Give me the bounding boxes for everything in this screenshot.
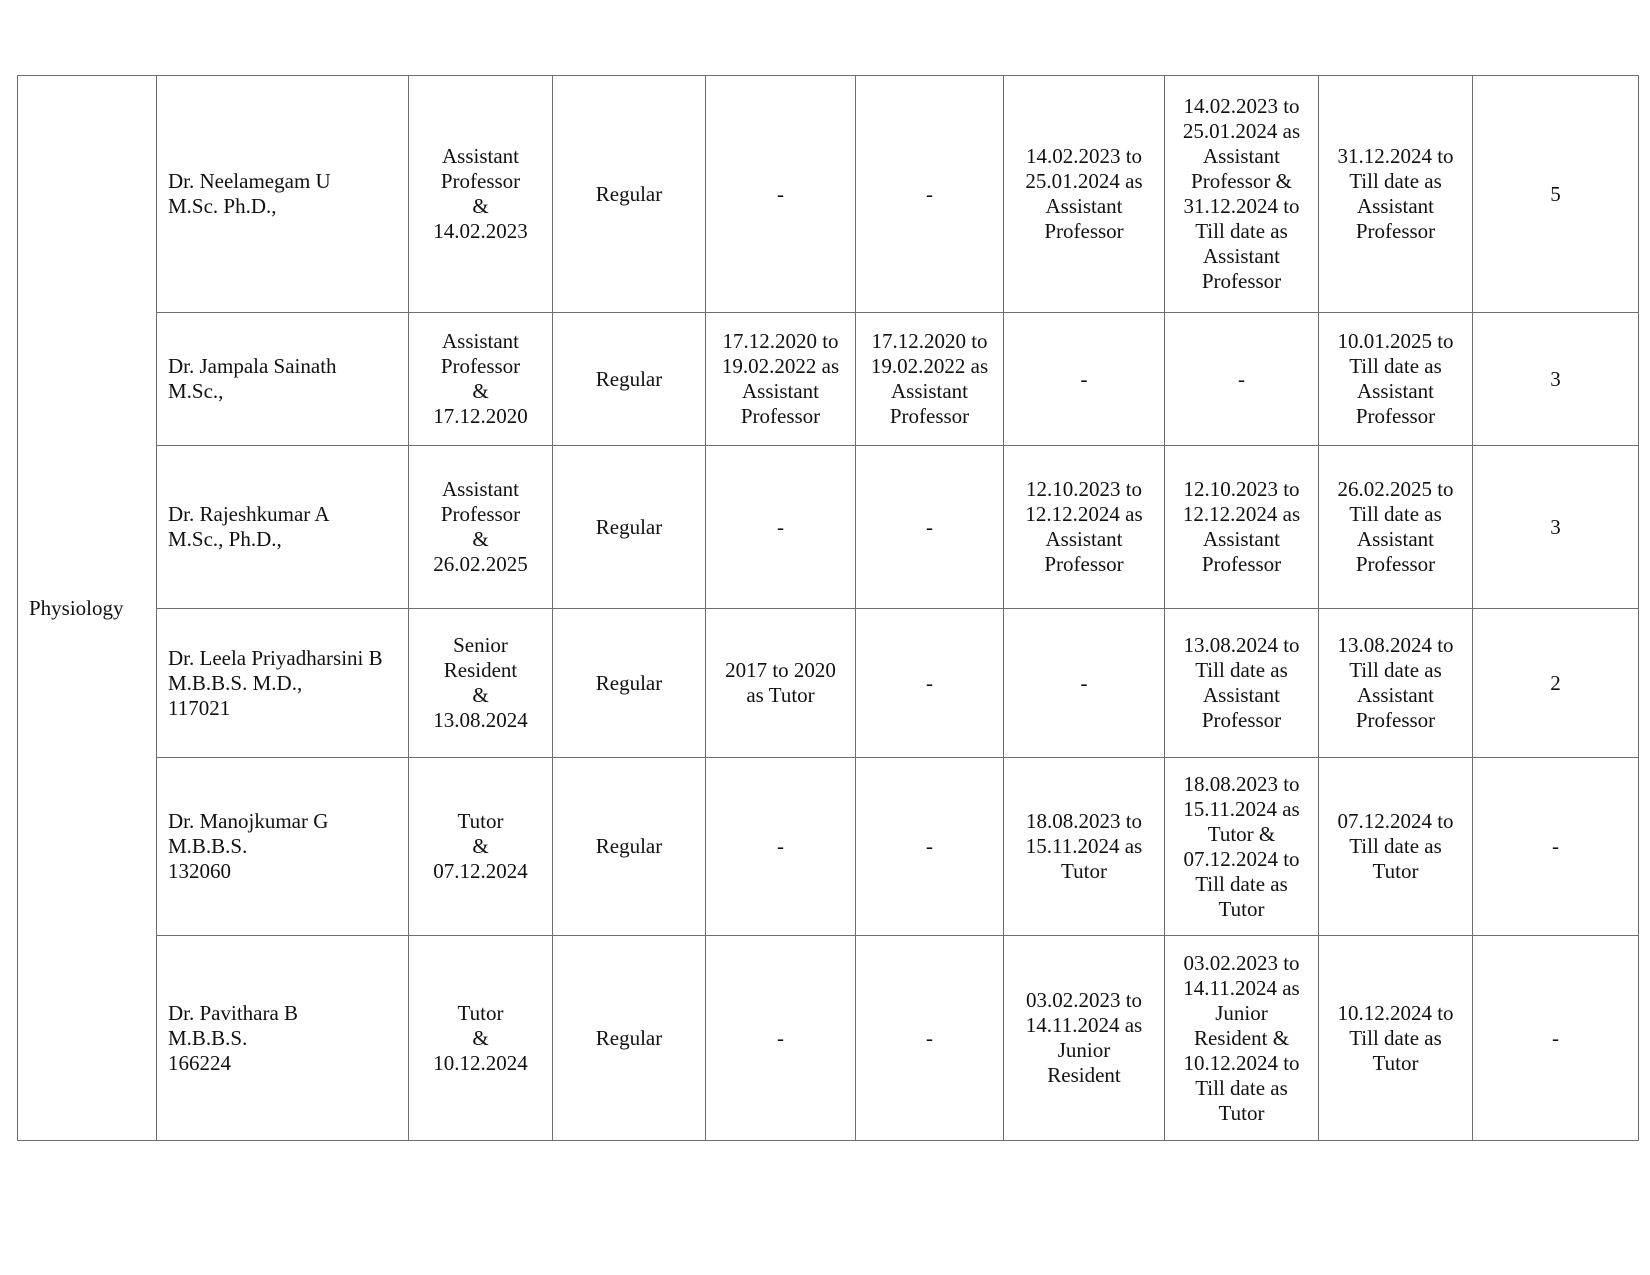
experience-cell-3: 03.02.2023 to 14.11.2024 as Junior Resident [1004,936,1165,1141]
experience-cell-3: 12.10.2023 to 12.12.2024 as Assistant Professor [1004,446,1165,609]
nature-cell: Regular [553,758,706,936]
experience-cell-5: 10.12.2024 to Till date as Tutor [1319,936,1473,1141]
count-cell: 3 [1473,313,1639,446]
experience-cell-2: - [856,76,1004,313]
experience-cell-5: 13.08.2024 to Till date as Assistant Professor [1319,609,1473,758]
experience-cell-3: - [1004,313,1165,446]
designation-cell: Assistant Professor & 14.02.2023 [409,76,553,313]
table-row [18,446,1639,609]
experience-cell-4: - [1165,313,1319,446]
experience-cell-5: 31.12.2024 to Till date as Assistant Professor [1319,76,1473,313]
designation-cell: Tutor & 10.12.2024 [409,936,553,1141]
designation-cell: Tutor & 07.12.2024 [409,758,553,936]
faculty-name-cell: Dr. Neelamegam U M.Sc. Ph.D., [157,76,409,313]
faculty-name-cell: Dr. Jampala Sainath M.Sc., [157,313,409,446]
experience-cell-3: 18.08.2023 to 15.11.2024 as Tutor [1004,758,1165,936]
department-cell: Physiology [18,76,157,1141]
experience-cell-5: 07.12.2024 to Till date as Tutor [1319,758,1473,936]
nature-cell: Regular [553,313,706,446]
faculty-name-cell: Dr. Pavithara B M.B.B.S. 166224 [157,936,409,1141]
table-row [18,758,1639,936]
experience-cell-2: 17.12.2020 to 19.02.2022 as Assistant Professor [856,313,1004,446]
nature-cell: Regular [553,936,706,1141]
experience-cell-5: 26.02.2025 to Till date as Assistant Professor [1319,446,1473,609]
table-row [18,76,1639,313]
experience-cell-2: - [856,446,1004,609]
table-row [18,313,1639,446]
experience-cell-2: - [856,609,1004,758]
nature-cell: Regular [553,446,706,609]
experience-cell-1: 2017 to 2020 as Tutor [706,609,856,758]
table-row [18,609,1639,758]
experience-cell-1: - [706,446,856,609]
experience-cell-4: 12.10.2023 to 12.12.2024 as Assistant Professor [1165,446,1319,609]
experience-cell-2: - [856,758,1004,936]
experience-cell-3: - [1004,609,1165,758]
experience-cell-2: - [856,936,1004,1141]
experience-cell-1: - [706,758,856,936]
experience-cell-4: 03.02.2023 to 14.11.2024 as Junior Resident & 10.12.2024 to Till date as Tutor [1165,936,1319,1141]
experience-cell-1: - [706,936,856,1141]
table-row [18,936,1639,1141]
designation-cell: Assistant Professor & 26.02.2025 [409,446,553,609]
experience-cell-5: 10.01.2025 to Till date as Assistant Professor [1319,313,1473,446]
faculty-name-cell: Dr. Manojkumar G M.B.B.S. 132060 [157,758,409,936]
designation-cell: Senior Resident & 13.08.2024 [409,609,553,758]
faculty-table [17,75,1639,1141]
count-cell: 2 [1473,609,1639,758]
nature-cell: Regular [553,609,706,758]
count-cell: - [1473,758,1639,936]
experience-cell-4: 14.02.2023 to 25.01.2024 as Assistant Professor & 31.12.2024 to Till date as Assistant Professor [1165,76,1319,313]
faculty-name-cell: Dr. Rajeshkumar A M.Sc., Ph.D., [157,446,409,609]
designation-cell: Assistant Professor & 17.12.2020 [409,313,553,446]
nature-cell: Regular [553,76,706,313]
experience-cell-4: 13.08.2024 to Till date as Assistant Professor [1165,609,1319,758]
count-cell: 3 [1473,446,1639,609]
experience-cell-4: 18.08.2023 to 15.11.2024 as Tutor & 07.12.2024 to Till date as Tutor [1165,758,1319,936]
experience-cell-1: 17.12.2020 to 19.02.2022 as Assistant Professor [706,313,856,446]
experience-cell-3: 14.02.2023 to 25.01.2024 as Assistant Professor [1004,76,1165,313]
experience-cell-1: - [706,76,856,313]
faculty-name-cell: Dr. Leela Priyadharsini B M.B.B.S. M.D., 117021 [157,609,409,758]
count-cell: - [1473,936,1639,1141]
count-cell: 5 [1473,76,1639,313]
